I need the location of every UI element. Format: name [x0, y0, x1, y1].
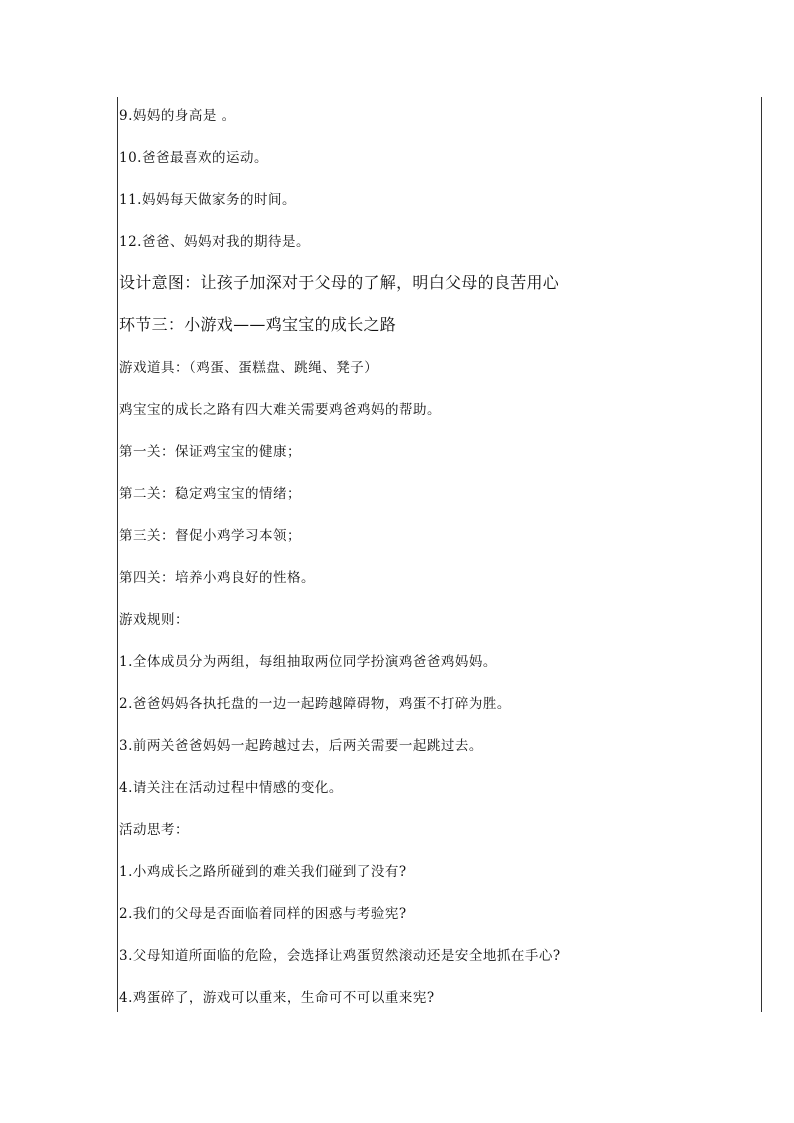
level-three: 第三关：督促小鸡学习本领；	[119, 528, 301, 544]
question-11: 11.妈妈每天做家务的时间。	[119, 192, 296, 208]
thinking-2: 2.我们的父母是否面临着同样的困惑与考验宪?	[119, 906, 407, 922]
thinking-1: 1.小鸡成长之路所碰到的难关我们碰到了没有?	[119, 864, 407, 880]
rule-2: 2.爸爸妈妈各执托盘的一边一起跨越障碍物，鸡蛋不打碎为胜。	[119, 696, 511, 712]
question-9: 9.妈妈的身高是 。	[119, 108, 236, 124]
question-12: 12.爸爸、妈妈对我的期待是。	[119, 234, 310, 250]
thinking-4: 4.鸡蛋碎了，游戏可以重来，生命可不可以重来宪?	[119, 990, 435, 1006]
question-10: 10.爸爸最喜欢的运动。	[119, 150, 268, 166]
thinking-3: 3.父母知道所面临的危险，会选择让鸡蛋贸然滚动还是安全地抓在手心?	[119, 948, 561, 964]
table-left-border	[117, 97, 118, 1012]
rule-3: 3.前两关爸爸妈妈一起跨越过去，后两关需要一起跳过去。	[119, 738, 483, 754]
game-intro: 鸡宝宝的成长之路有四大难关需要鸡爸鸡妈的帮助。	[119, 402, 441, 418]
rule-4: 4.请关注在活动过程中情感的变化。	[119, 780, 343, 796]
section-three-heading: 环节三：小游戏——鸡宝宝的成长之路	[119, 315, 397, 334]
activity-thinking-label: 活动思考：	[119, 822, 189, 838]
game-props: 游戏道具：（鸡蛋、蛋糕盘、跳绳、凳子）	[119, 360, 379, 376]
rule-1: 1.全体成员分为两组，每组抽取两位同学扮演鸡爸爸鸡妈妈。	[119, 654, 497, 670]
level-one: 第一关：保证鸡宝宝的健康；	[119, 444, 301, 460]
design-intent-heading: 设计意图：让孩子加深对于父母的了解，明白父母的良苦用心	[119, 273, 560, 292]
level-four: 第四关：培养小鸡良好的性格。	[119, 570, 315, 586]
game-rules-label: 游戏规则：	[119, 612, 189, 628]
level-two: 第二关：稳定鸡宝宝的情绪；	[119, 486, 301, 502]
table-right-border	[761, 97, 762, 1012]
